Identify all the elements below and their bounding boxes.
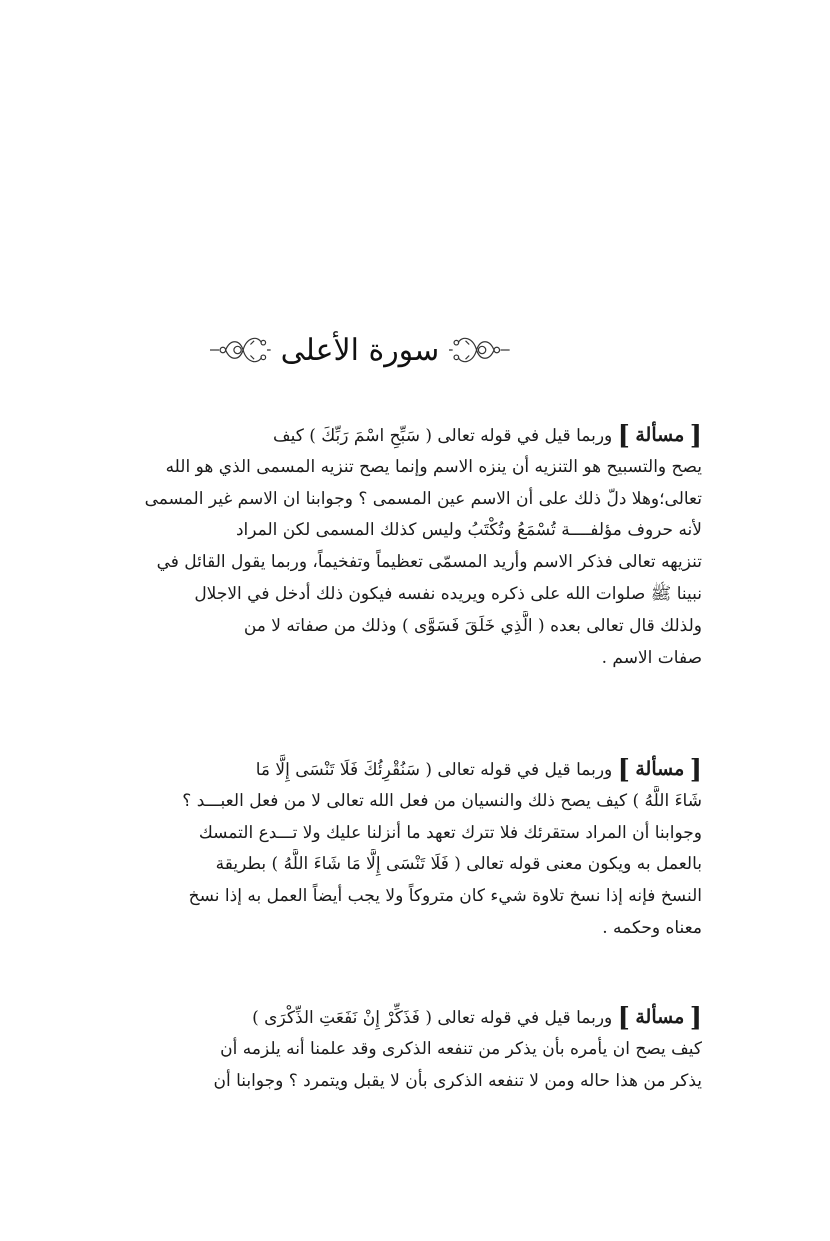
question-label: مسألة — [635, 758, 685, 780]
passage-line: تنزيهه تعالى فذكر الاسم وأريد المسمّى تعظيماً وتفخيماً، وربما يقول القائل في — [156, 552, 702, 573]
passage-line: بالعمل به ويكون معنى قوله تعالى ( فَلَا تَنْسَى إِلَّا مَا شَاءَ اللَّهُ ) بطريقة — [215, 854, 702, 875]
passage-2 — [36, 754, 702, 945]
arabesque-ornament-icon — [449, 330, 510, 370]
passage-line: وجوابنا أن المراد ستقرئك فلا تترك تعهد ما أنزلنا عليك ولا تـــدع التمسك — [198, 822, 702, 843]
passage-line: لأنه حروف مؤلفــــة تُسْمَعُ وتُكْتَبُ وليس كذلك المسمى لكن المراد — [235, 520, 702, 541]
passage-line: معناه وحكمه . — [602, 917, 702, 938]
passage-line: كيف يصح ان يأمره بأن يذكر من تنفعه الذكرى وقد علمنا أنه يلزمه أن — [220, 1038, 702, 1059]
passage-line: صفات الاسم . — [601, 647, 702, 668]
passage-line: النسخ فإنه إذا نسخ تلاوة شيء كان متروكاً ولا يجب أيضاً العمل به إذا نسخ — [188, 886, 702, 907]
sura-title: سورة الأعلى — [280, 332, 440, 368]
sura-heading — [210, 310, 510, 390]
passage-3 — [36, 1002, 702, 1097]
passage-line: شَاءَ اللَّهُ ) كيف يصح ذلك والنسيان من فعل الله تعالى لا من فعل العبـــد ؟ — [182, 790, 702, 811]
question-label: مسألة — [635, 1006, 685, 1028]
passage-1 — [36, 420, 702, 674]
passage-line: [ مسألة ] وربما قيل في قوله تعالى ( فَذَكِّرْ إِنْ نَفَعَتِ الذِّكْرَى ) — [252, 1003, 702, 1033]
passage-line: [ مسألة ] وربما قيل في قوله تعالى ( سَنُقْرِئُكَ فَلَا تَنْسَى إِلَّا مَا — [255, 755, 702, 785]
passage-line: ولذلك قال تعالى بعده ( الَّذِي خَلَقَ فَسَوَّى ) وذلك من صفاته لا من — [243, 615, 702, 636]
question-label: مسألة — [635, 424, 685, 446]
arabesque-ornament-icon — [210, 330, 271, 370]
passage-line: نبينا ﷺ صلوات الله على ذكره ويريده نفسه فيكون ذلك أدخل في الاجلال — [194, 583, 702, 604]
passage-line: يصح والتسبيح هو التنزيه أن ينزه الاسم وإنما يصح تنزيه المسمى الذي هو الله — [165, 456, 702, 477]
passage-line: يذكر من هذا حاله ومن لا تنفعه الذكرى بأن لا يقبل ويتمرد ؟ وجوابنا أن — [213, 1070, 702, 1091]
passage-line: [ مسألة ] وربما قيل في قوله تعالى ( سَبِّحِ اسْمَ رَبِّكَ ) كيف — [272, 421, 702, 451]
passage-line: تعالى؛وهلا دلّ ذلك على أن الاسم عين المسمى ؟ وجوابنا ان الاسم غير المسمى — [144, 488, 702, 509]
